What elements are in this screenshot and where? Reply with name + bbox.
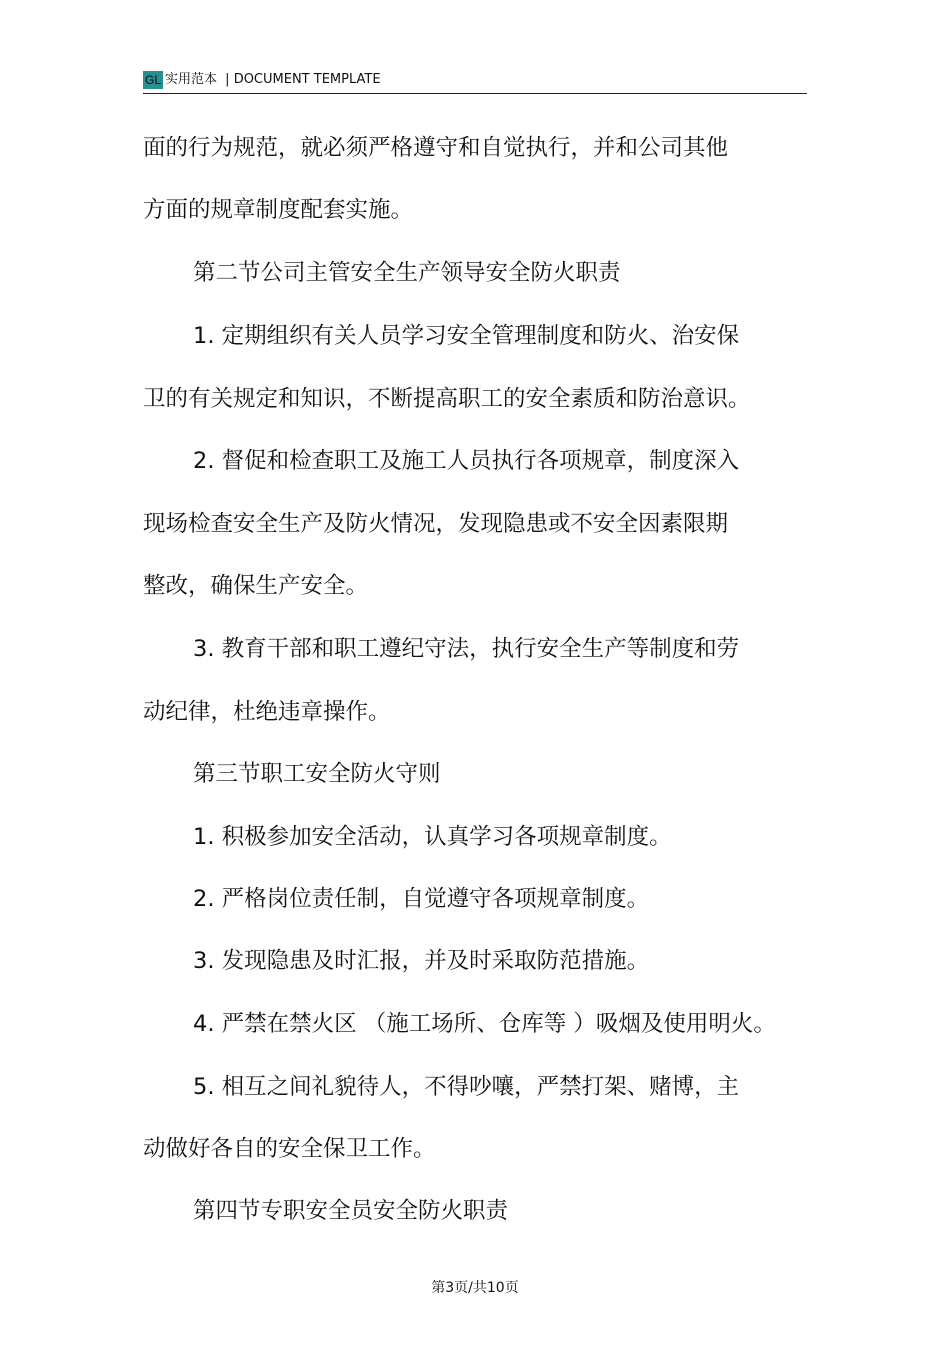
page-header	[143, 70, 807, 92]
body-line: 2. 督促和检查职工及施工人员执行各项规章，制度深入	[193, 448, 740, 474]
body-line: 方面的规章制度配套实施。	[143, 197, 414, 223]
body-line: 3. 教育干部和职工遵纪守法，执行安全生产等制度和劳	[193, 636, 740, 662]
header-text	[165, 70, 381, 90]
body-line: 面的行为规范，就必须严格遵守和自觉执行，并和公司其他	[143, 135, 729, 161]
header-subtitle: DOCUMENT TEMPLATE	[233, 72, 381, 87]
body-line: 2. 严格岗位责任制，自觉遵守各项规章制度。	[193, 886, 650, 912]
body-line: 5. 相互之间礼貌待人，不得吵嚷，严禁打架、赌博，主	[193, 1074, 740, 1100]
header-separator: |	[225, 72, 230, 87]
header-divider	[143, 93, 807, 94]
header-title: 实用范本	[165, 72, 218, 87]
section-heading: 第四节专职安全员安全防火职责	[193, 1198, 509, 1224]
body-line: 1. 定期组织有关人员学习安全管理制度和防火、治安保	[193, 323, 740, 349]
body-line: 整改，确保生产安全。	[143, 573, 369, 599]
gl-logo: GL	[144, 73, 161, 87]
body-line: 动做好各自的安全保卫工作。	[143, 1136, 436, 1162]
body-line: 4. 严禁在禁火区 （施工场所、仓库等 ）吸烟及使用明火。	[193, 1011, 776, 1037]
body-line: 现场检查安全生产及防火情况，发现隐患或不安全因素限期	[143, 511, 729, 537]
body-line: 1. 积极参加安全活动，认真学习各项规章制度。	[193, 824, 672, 850]
section-heading: 第二节公司主管安全生产领导安全防火职责	[193, 260, 621, 286]
body-line: 3. 发现隐患及时汇报，并及时采取防范措施。	[193, 948, 650, 974]
body-line: 动纪律，杜绝违章操作。	[143, 699, 391, 725]
body-line: 卫的有关规定和知识，不断提高职工的安全素质和防治意识。	[143, 386, 751, 412]
section-heading: 第三节职工安全防火守则	[193, 761, 441, 787]
page-number: 第3页/共10页	[431, 1280, 519, 1296]
